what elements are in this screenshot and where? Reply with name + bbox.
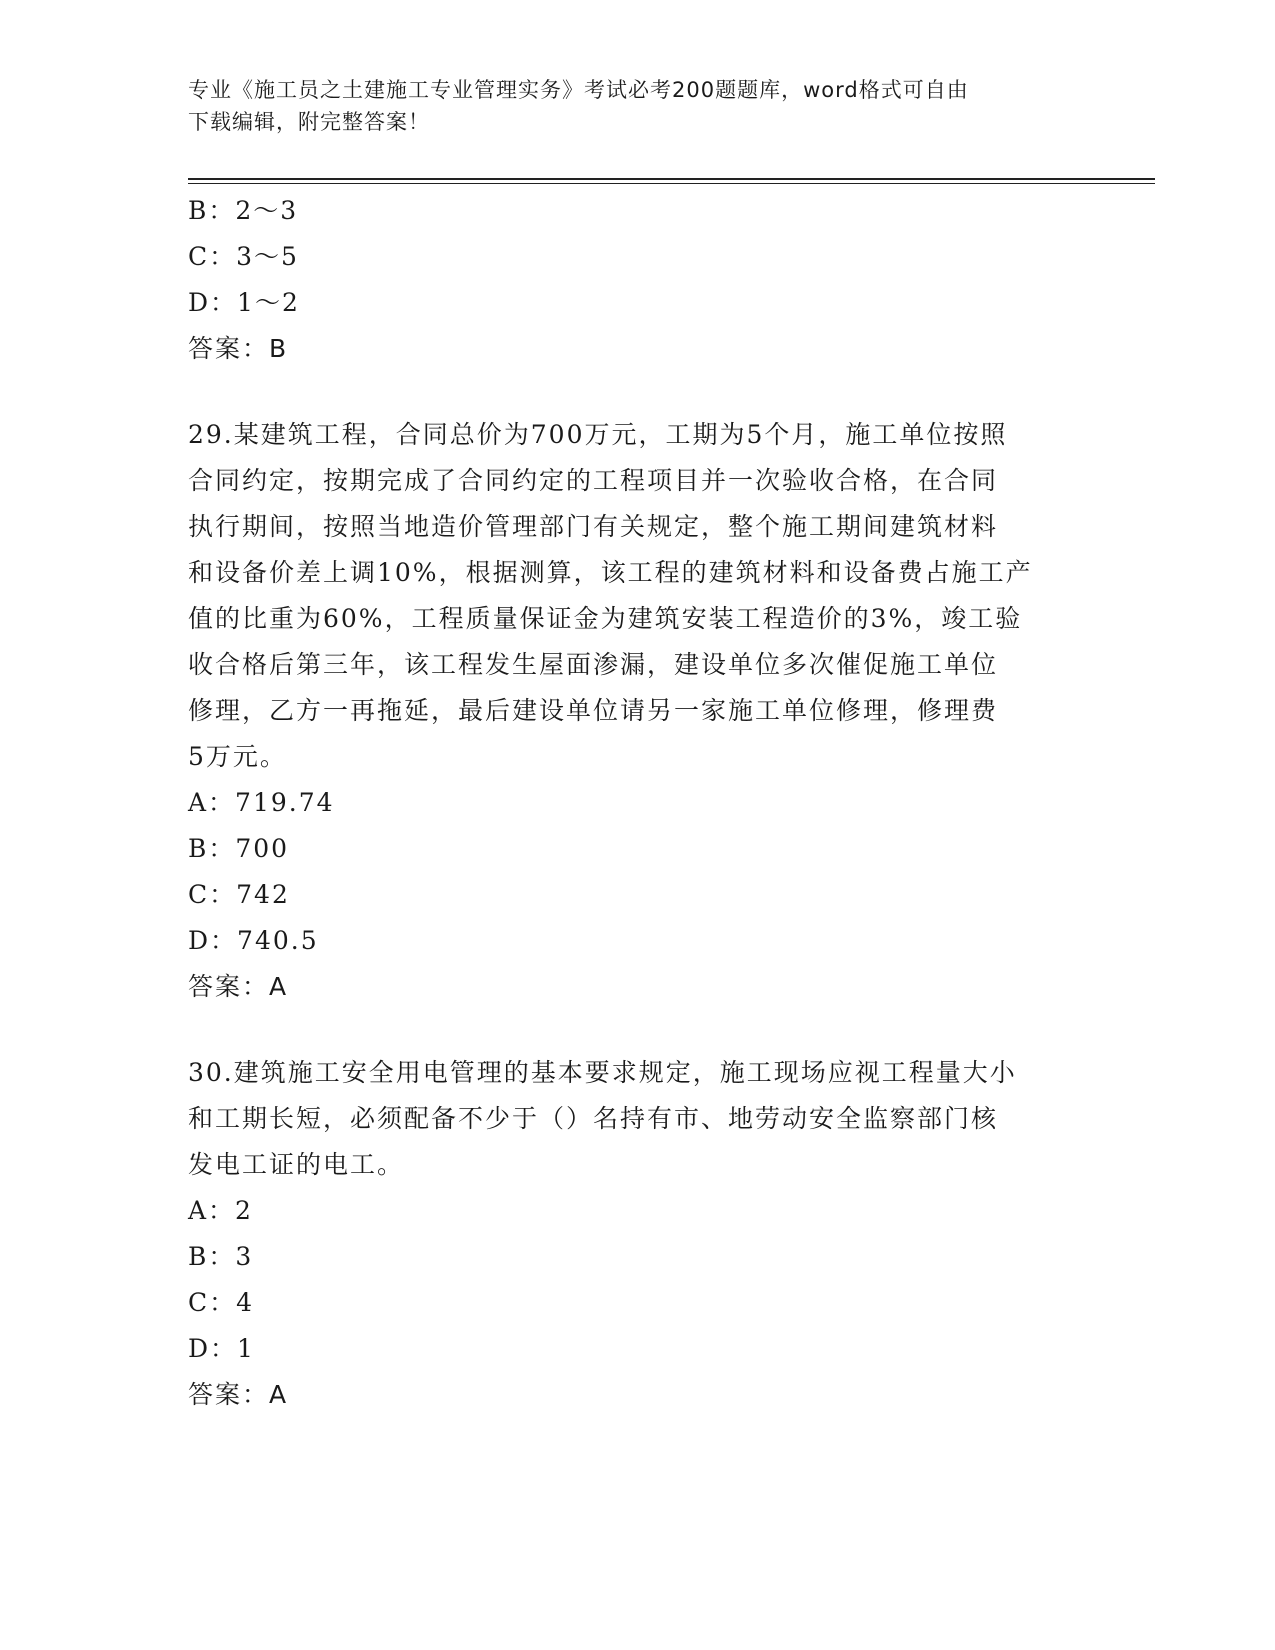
option-c: C：4 bbox=[188, 1288, 255, 1317]
question-text-line: 收合格后第三年，该工程发生屋面渗漏，建设单位多次催促施工单位 bbox=[188, 650, 999, 679]
document-body bbox=[188, 188, 1088, 1418]
question-text-line: 值的比重为60%，工程质量保证金为建筑安装工程造价的3%，竣工验 bbox=[188, 604, 1023, 633]
question-text-line: 和设备价差上调10%，根据测算，该工程的建筑材料和设备费占施工产 bbox=[188, 558, 1033, 587]
question-text-line: 发电工证的电工。 bbox=[188, 1150, 405, 1179]
option-c: C：3～5 bbox=[188, 242, 299, 271]
page-header bbox=[188, 74, 1088, 138]
option-a: A：2 bbox=[188, 1196, 253, 1225]
option-d: D：1 bbox=[188, 1334, 255, 1363]
question-text-line: 5万元。 bbox=[188, 742, 287, 771]
question-text-line: 和工期长短，必须配备不少于（）名持有市、地劳动安全监察部门核 bbox=[188, 1104, 999, 1133]
answer-line: 答案：A bbox=[188, 972, 289, 1001]
option-d: D：1～2 bbox=[188, 288, 300, 317]
option-b: B：700 bbox=[188, 834, 290, 863]
spacer bbox=[188, 372, 1088, 412]
header-line-2: 下载编辑，附完整答案！ bbox=[188, 110, 430, 134]
option-a: A：719.74 bbox=[188, 788, 335, 817]
question-text-line: 修理，乙方一再拖延，最后建设单位请另一家施工单位修理，修理费 bbox=[188, 696, 999, 725]
option-b: B：2～3 bbox=[188, 196, 299, 225]
option-c: C：742 bbox=[188, 880, 290, 909]
header-line-1: 专业《施工员之土建施工专业管理实务》考试必考200题题库，word格式可自由 bbox=[188, 78, 969, 102]
option-b: B：3 bbox=[188, 1242, 254, 1271]
question-text-line: 执行期间，按照当地造价管理部门有关规定，整个施工期间建筑材料 bbox=[188, 512, 999, 541]
answer-line: 答案：A bbox=[188, 1380, 289, 1409]
question-text-line: 合同约定，按期完成了合同约定的工程项目并一次验收合格，在合同 bbox=[188, 466, 999, 495]
question-text-line: 29.某建筑工程，合同总价为700万元，工期为5个月，施工单位按照 bbox=[188, 420, 1008, 449]
answer-line: 答案：B bbox=[188, 334, 289, 363]
spacer bbox=[188, 1010, 1088, 1050]
option-d: D：740.5 bbox=[188, 926, 319, 955]
previous-question-options bbox=[188, 188, 1088, 372]
header-rule-thin bbox=[188, 183, 1155, 184]
header-rule-thick bbox=[188, 178, 1155, 180]
question-29 bbox=[188, 412, 1088, 1010]
question-30 bbox=[188, 1050, 1088, 1418]
question-text-line: 30.建筑施工安全用电管理的基本要求规定，施工现场应视工程量大小 bbox=[188, 1058, 1017, 1087]
